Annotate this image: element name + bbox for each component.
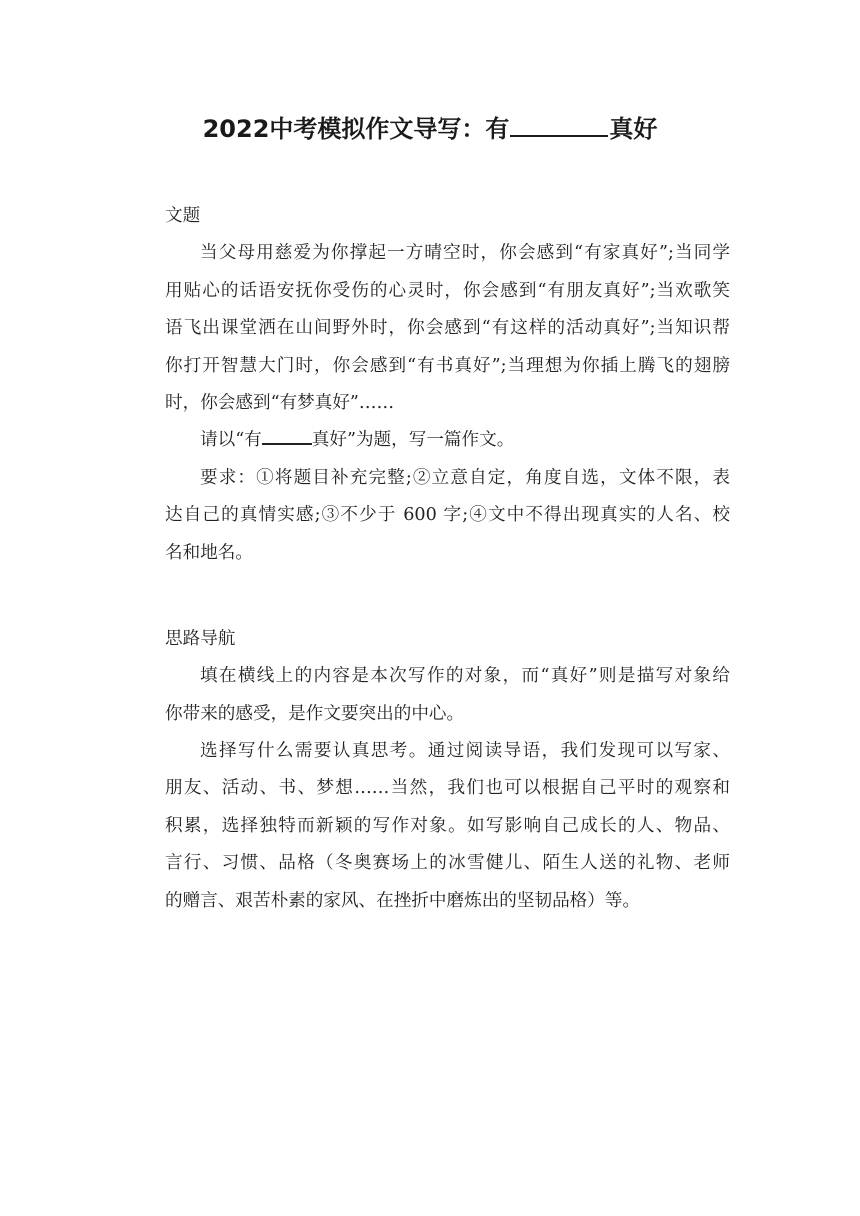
text-line: 你带来的感受，是作文要突出的中心。 [165, 703, 465, 724]
document-title [0, 112, 860, 146]
requirements-paragraph [130, 460, 730, 572]
prompt-paragraph [130, 422, 730, 459]
guide-paragraph-1 [130, 658, 730, 733]
text-line: 的赠言、艰苦朴素的家风、在挫折中磨炼出的坚韧品格）等。 [165, 890, 641, 911]
text-line: 语飞出课堂洒在山间野外时，你会感到“有这样的活动真好”;当知识帮 [165, 318, 730, 339]
intro-paragraph [130, 235, 730, 422]
text-line: 选择写什么需要认真思考。通过阅读导语，我们发现可以写家、 [200, 741, 730, 762]
text-line: 要求：①将题目补充完整;②立意自定，角度自选，文体不限，表 [200, 467, 730, 488]
prompt-prefix: 请以“有 [200, 430, 262, 451]
text-line: 达自己的真情实感;③不少于 600 字;④文中不得出现真实的人名、校 [165, 505, 730, 526]
prompt-line [130, 422, 730, 459]
text-line: 言行、习惯、品格（冬奥赛场上的冰雪健儿、陌生人送的礼物、老师 [165, 853, 730, 874]
text-line: 填在横线上的内容是本次写作的对象，而“真好”则是描写对象给 [200, 666, 730, 687]
prompt-suffix: 真好”为题，写一篇作文。 [311, 430, 515, 451]
section-gap [130, 572, 730, 621]
guide-paragraph-2 [130, 733, 730, 920]
title-blank-line [510, 113, 608, 137]
section-heading-silu: 思路导航 [165, 628, 236, 649]
text-line: 当父母用慈爱为你撑起一方晴空时，你会感到“有家真好”;当同学 [200, 243, 730, 264]
document-body [130, 198, 730, 920]
text-line: 名和地名。 [165, 542, 253, 563]
section-heading-wenti: 文题 [165, 206, 201, 226]
title-prefix: 2022中考模拟作文导写：有 [202, 115, 510, 143]
prompt-blank-line [262, 423, 312, 445]
text-line: 你打开智慧大门时，你会感到“有书真好”;当理想为你插上腾飞的翅膀 [165, 355, 730, 376]
title-suffix: 真好 [609, 115, 658, 143]
text-line: 朋友、活动、书、梦想……当然，我们也可以根据自己平时的观察和 [165, 778, 730, 799]
text-line: 积累，选择独特而新颖的写作对象。如写影响自己成长的人、物品、 [165, 815, 730, 836]
text-line: 用贴心的话语安抚你受伤的心灵时，你会感到“有朋友真好”;当欢歌笑 [165, 280, 730, 301]
text-line: 时，你会感到“有梦真好”…… [165, 392, 395, 413]
